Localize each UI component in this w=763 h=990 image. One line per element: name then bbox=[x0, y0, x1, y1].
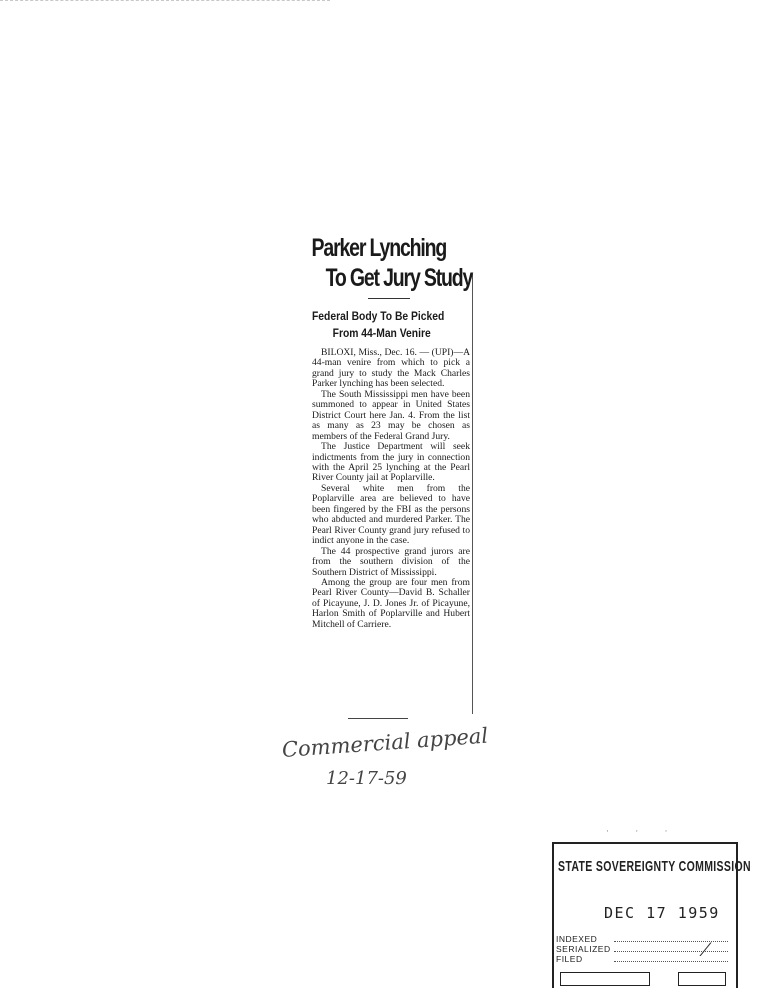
paragraph: The 44 prospective grand jurors are from the southern division of the Southern District of Mississippi. bbox=[312, 545, 470, 578]
stamp-filed: FILED bbox=[556, 954, 734, 964]
headline-divider bbox=[368, 298, 410, 299]
subhead-line-2: From 44-Man Venire bbox=[332, 326, 431, 340]
stamp-check-mark: ⁄ bbox=[704, 940, 708, 961]
commission-stamp bbox=[552, 842, 751, 988]
paragraph: BILOXI, Miss., Dec. 16. — (UPI)—A 44-man venire from which to pick a grand jury to study the Mack Charles Parker lynching has been selected. bbox=[312, 347, 470, 390]
article-body bbox=[312, 348, 470, 630]
subhead-line-1: Federal Body To Be Picked bbox=[312, 309, 445, 323]
newspaper-clipping bbox=[308, 234, 473, 720]
stamp-serialized: SERIALIZED bbox=[556, 944, 734, 954]
handwritten-source: Commercial appeal bbox=[281, 723, 489, 762]
headline-line-1: Parker Lynching bbox=[311, 234, 447, 262]
headline-line-2: To Get Jury Study bbox=[325, 264, 473, 292]
stamp-specks: · · · bbox=[606, 826, 680, 836]
subheadline bbox=[312, 308, 472, 342]
paragraph: The South Mississippi men have been summoned to appear in United States District Court here Jan. 4. From the list as many as 23 may be chosen as members of the Federal Grand Jury. bbox=[312, 388, 470, 442]
stamp-indexed: INDEXED bbox=[556, 934, 734, 944]
top-dashed-edge bbox=[0, 0, 330, 1]
stamp-box bbox=[560, 972, 650, 986]
handwritten-date: 12-17-59 bbox=[326, 768, 407, 789]
end-rule bbox=[348, 718, 408, 719]
handwritten-annotation bbox=[281, 723, 522, 798]
headline bbox=[310, 234, 473, 292]
stamp-title: STATE SOVEREIGNTY COMMISSION bbox=[558, 858, 751, 875]
stamp-box bbox=[678, 972, 726, 986]
paragraph: Among the group are four men from Pearl River County—David B. Schaller of Picayune, J. D. Jones Jr. of Picayune, Harlon Smith of Poplarville and Hubert Mitchell of Carriere. bbox=[312, 576, 470, 630]
stamp-date: DEC 17 1959 bbox=[604, 904, 720, 922]
column-rule bbox=[472, 274, 473, 714]
stamp-fields bbox=[556, 934, 734, 964]
paragraph: Several white men from the Poplarville area are believed to have been fingered by the FBI as the persons who abducted and murdered Parker. The Pearl River County grand jury refused to indict anyone in the case. bbox=[312, 482, 470, 547]
paragraph: The Justice Department will seek indictments from the jury in connection with the April 25 lynching at the Pearl River County jail at Poplarville. bbox=[312, 441, 470, 484]
